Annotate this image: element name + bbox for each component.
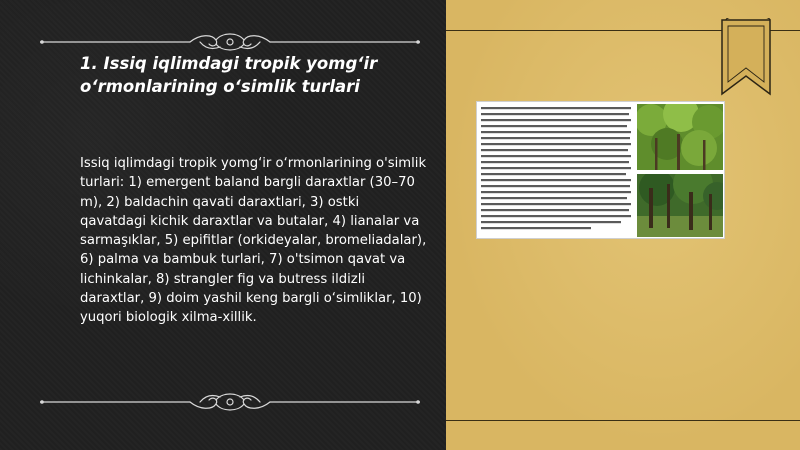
- textbook-page-image: [476, 101, 725, 239]
- forest-photo: [637, 104, 723, 170]
- slide-title: 1. Issiq iqlimdagi tropik yomg‘ir o‘rmonlarining o‘simlik turlari: [80, 54, 378, 96]
- ribbon-bookmark-icon: [718, 18, 774, 98]
- flourish-divider-icon: [40, 388, 420, 416]
- textbook-text-lines: [481, 105, 633, 237]
- gold-panel-bottom-rule: [446, 420, 800, 421]
- forest-photo: [637, 174, 723, 237]
- slide-body-text: Issiq iqlimdagi tropik yomg‘ir o‘rmonlarining o'simlik turlari: 1) emergent baland bargli daraxtlar (30–70 m), 2) baldachin qavati daraxtlari, 3) ostki qavatdagi kichik daraxtlar va butalar, 4) lianalar va sarmaşıklar, 5) epifitlar (orkideyalar, bromeliadalar), 6) palma va bambuk turlari, 7) o'tsimon qavat va lichinkalar, 8) strangler fig va butress ildizli daraxtlar, 9) doim yashil keng bargli o‘simliklar, 10) yuqori biologik xilma-xillik.: [80, 156, 427, 326]
